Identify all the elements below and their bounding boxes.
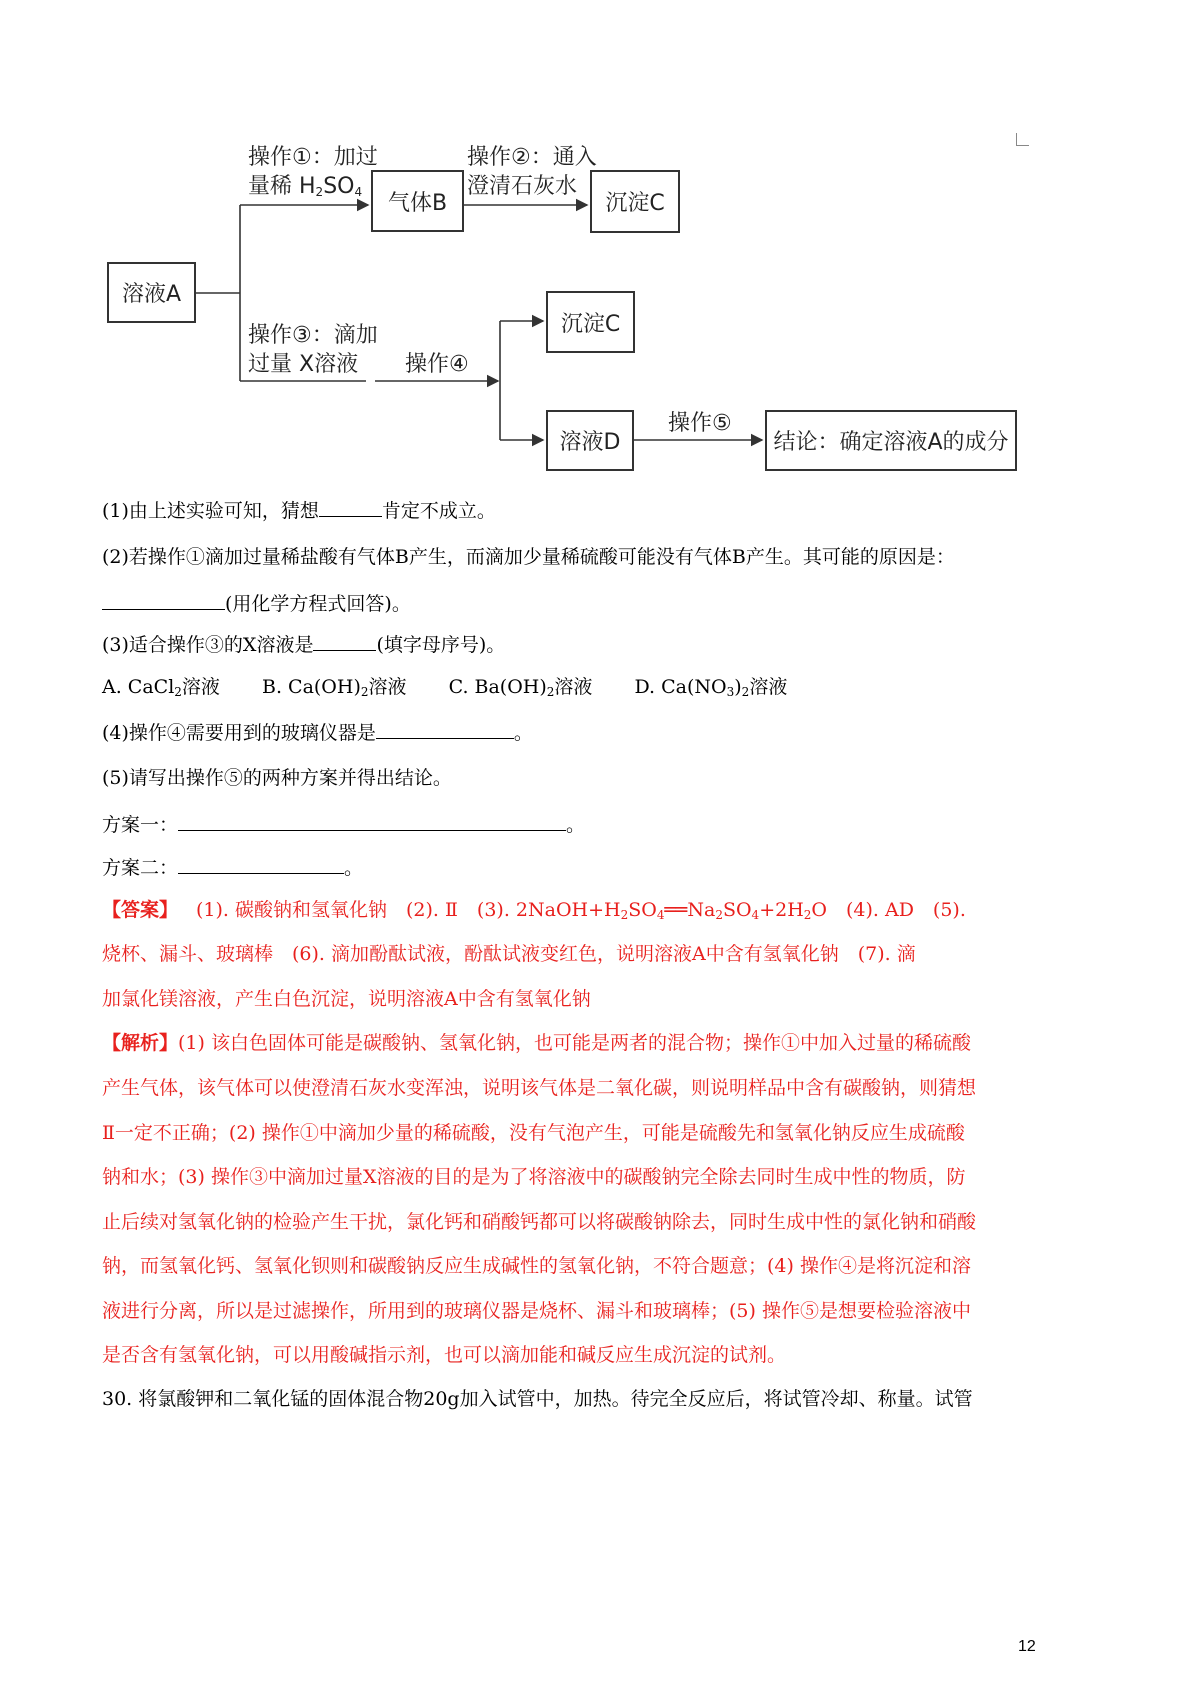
analysis-line-6: 钠，而氢氧化钙、氢氧化钡则和碳酸钠反应生成碱性的氢氧化钠，不符合题意；(4) 操作④是将沉淀和溶 — [102, 1255, 971, 1277]
op2-label-line1: 操作②：通入 — [467, 145, 597, 170]
option-a: A. CaCl$_2$溶液 — [102, 676, 220, 699]
op5-label: 操作⑤ — [668, 411, 732, 436]
op3-label-line2: 过量 X溶液 — [248, 352, 359, 377]
box-gas-b: 气体B — [371, 170, 464, 232]
box-precipitate-c-top: 沉淀C — [590, 170, 680, 233]
option-c: C. $Ba(OH)_2$溶液 — [448, 676, 593, 699]
analysis-line-3: Ⅱ一定不正确；(2) 操作①中滴加少量的稀硫酸，没有气泡产生，可能是硫酸先和氢氧化钠反应生成硫酸 — [102, 1122, 965, 1144]
page-number: 12 — [1018, 1638, 1036, 1655]
question-4: (4)操作④需要用到的玻璃仪器是 。 — [102, 722, 533, 744]
option-d: D. $Ca(NO_3)_2$溶液 — [634, 676, 788, 699]
analysis-line-7: 液进行分离，所以是过滤操作，所用到的玻璃仪器是烧杯、漏斗和玻璃棒；(5) 操作⑤是想要检验溶液中 — [102, 1300, 971, 1322]
op4-label: 操作④ — [405, 352, 469, 377]
op3-label-line1: 操作③：滴加 — [248, 323, 378, 348]
question-3: (3)适合操作③的X溶液是 (填字母序号)。 — [102, 634, 506, 656]
op1-label-line1: 操作①：加过 — [248, 145, 378, 170]
answer-line-3: 加氯化镁溶液，产生白色沉淀，说明溶液A中含有氢氧化钠 — [102, 988, 591, 1010]
plan-one: 方案一： 。 — [102, 814, 586, 836]
analysis-line-1: 【解析】(1) 该白色固体可能是碳酸钠、氢氧化钠，也可能是两者的混合物；操作①中加入过量的稀硫酸 — [102, 1032, 971, 1054]
box-precipitate-c-bottom: 沉淀C — [546, 291, 635, 353]
option-b: B. $Ca(OH)_2$溶液 — [261, 676, 407, 699]
question-3-options — [102, 675, 787, 704]
question-30: 30. 将氯酸钾和二氧化锰的固体混合物20g加入试管中，加热。待完全反应后，将试管冷却、称量。试管 — [102, 1388, 973, 1410]
answer-line-1: 【答案】 (1). 碳酸钠和氢氧化钠 (2). Ⅱ (3). $2NaOH+H_2SO_4══Na_2SO_4+2H_2O$ (4). AD (5). — [102, 899, 966, 922]
analysis-line-2: 产生气体，该气体可以使澄清石灰水变浑浊，说明该气体是二氧化碳，则说明样品中含有碳酸钠，则猜想 — [102, 1077, 977, 1099]
analysis-line-5: 止后续对氢氧化钠的检验产生干扰，氯化钙和硝酸钙都可以将碳酸钠除去，同时生成中性的氯化钠和硝酸 — [102, 1211, 977, 1233]
analysis-line-8: 是否含有氢氧化钠，可以用酸碱指示剂，也可以滴加能和碱反应生成沉淀的试剂。 — [102, 1344, 787, 1366]
question-2-continued: (用化学方程式回答)。 — [102, 591, 411, 616]
box-conclusion: 结论：确定溶液A的成分 — [765, 410, 1017, 471]
box-solution-d: 溶液D — [546, 410, 634, 471]
question-2: (2)若操作①滴加过量稀盐酸有气体B产生，而滴加少量稀硫酸可能没有气体B产生。其可能的原因是： — [102, 546, 955, 568]
box-solution-a: 溶液A — [107, 262, 196, 323]
answer-line-2: 烧杯、漏斗、玻璃棒 (6). 滴加酚酞试液，酚酞试液变红色，说明溶液A中含有氢氧化钠 (7). 滴 — [102, 943, 916, 965]
analysis-line-4: 钠和水；(3) 操作③中滴加过量X溶液的目的是为了将溶液中的碳酸钠完全除去同时生成中性的物质，防 — [102, 1166, 966, 1188]
plan-two: 方案二： 。 — [102, 857, 364, 879]
answer-label: 【答案】 — [102, 899, 179, 921]
analysis-label: 【解析】 — [102, 1032, 179, 1054]
op1-label-line2: 量稀 $H_2SO_4$ — [248, 174, 363, 199]
question-1: (1)由上述实验可知，猜想 肯定不成立。 — [102, 500, 496, 522]
op2-label-line2: 澄清石灰水 — [467, 174, 578, 199]
question-5: (5)请写出操作⑤的两种方案并得出结论。 — [102, 767, 452, 789]
